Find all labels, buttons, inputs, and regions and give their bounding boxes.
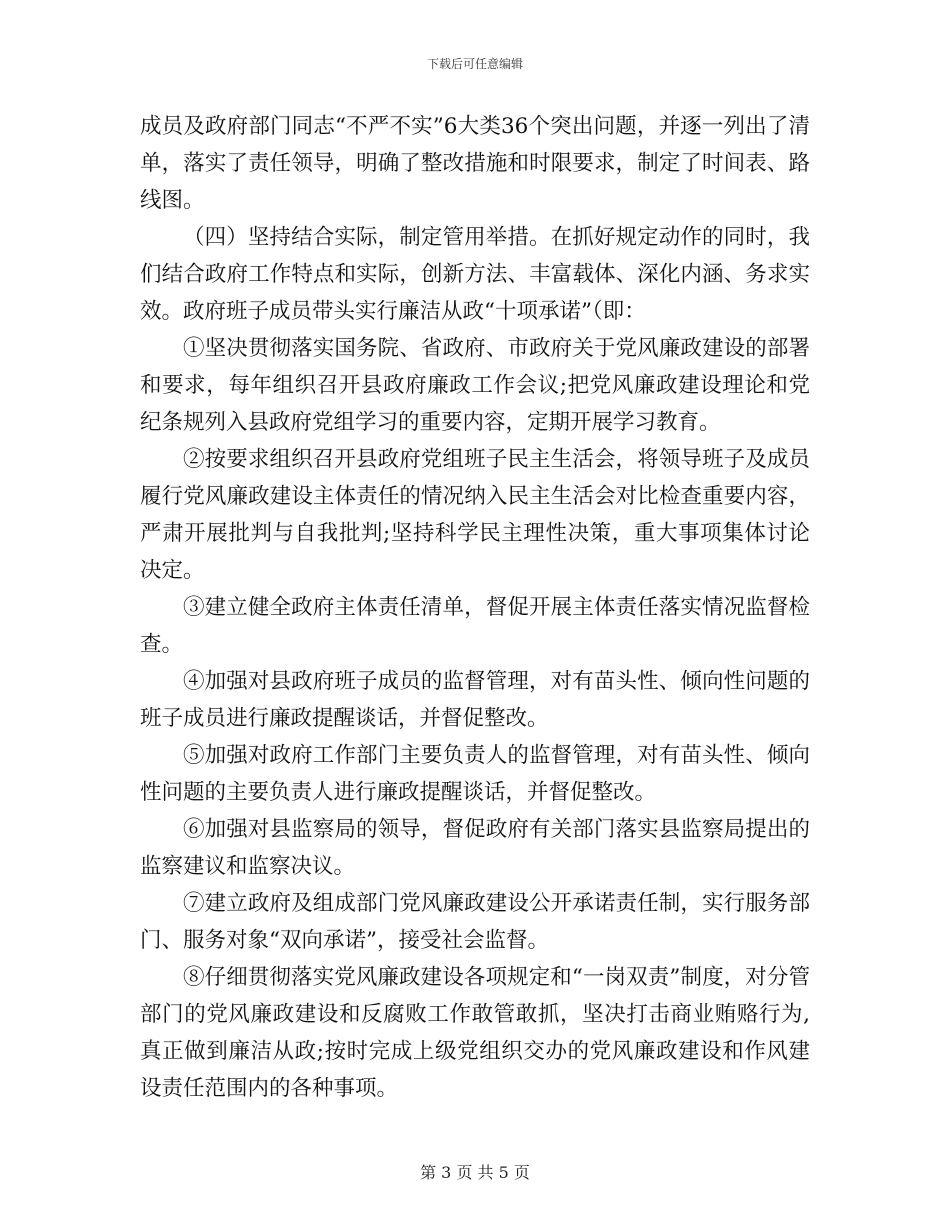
document-body xyxy=(140,108,810,1107)
paragraph-item-6: ⑥加强对县监察局的领导，督促政府有关部门落实县监察局提出的监察建议和监察决议。 xyxy=(140,817,810,879)
paragraph-item-3: ③建立健全政府主体责任清单，督促开展主体责任落实情况监督检查。 xyxy=(140,595,810,657)
paragraph-section-four: （四）坚持结合实际，制定管用举措。在抓好规定动作的同时，我们结合政府工作特点和实际，创新方法、丰富载体、深化内涵、务求实效。政府班子成员带头实行廉洁从政“十项承诺”（即： xyxy=(140,225,810,324)
paragraph-item-8: ⑧仔细贯彻落实党风廉政建设各项规定和“一岗双责”制度，对分管部门的党风廉政建设和反腐败工作敢管敢抓，坚决打击商业贿赂行为,真正做到廉洁从政;按时完成上级党组织交办的党风廉政建设和作风建设责任范围内的各种事项。 xyxy=(140,965,810,1101)
paragraph-item-4: ④加强对县政府班子成员的监督管理，对有苗头性、倾向性问题的班子成员进行廉政提醒谈话，并督促整改。 xyxy=(140,669,810,731)
paragraph-item-7: ⑦建立政府及组成部门党风廉政建设公开承诺责任制，实行服务部门、服务对象“双向承诺”，接受社会监督。 xyxy=(140,891,810,953)
paragraph-item-5: ⑤加强对政府工作部门主要负责人的监督管理，对有苗头性、倾向性问题的主要负责人进行廉政提醒谈话，并督促整改。 xyxy=(140,743,810,805)
paragraph-continuation: 成员及政府部门同志“不严不实”6大类36个突出问题，并逐一列出了清单，落实了责任领导，明确了整改措施和时限要求，制定了时间表、路线图。 xyxy=(140,114,810,213)
paragraph-item-1: ①坚决贯彻落实国务院、省政府、市政府关于党风廉政建设的部署和要求，每年组织召开县政府廉政工作会议;把党风廉政建设理论和党纪条规列入县政府党组学习的重要内容，定期开展学习教育。 xyxy=(140,336,810,435)
header-note: 下载后可任意编辑 xyxy=(426,57,523,71)
paragraph-item-2: ②按要求组织召开县政府党组班子民主生活会，将领导班子及成员履行党风廉政建设主体责任的情况纳入民主生活会对比检查重要内容，严肃开展批判与自我批判;坚持科学民主理性决策，重大事项集体讨论决定。 xyxy=(140,447,810,583)
page-number: 第 3 页 共 5 页 xyxy=(420,1163,530,1182)
